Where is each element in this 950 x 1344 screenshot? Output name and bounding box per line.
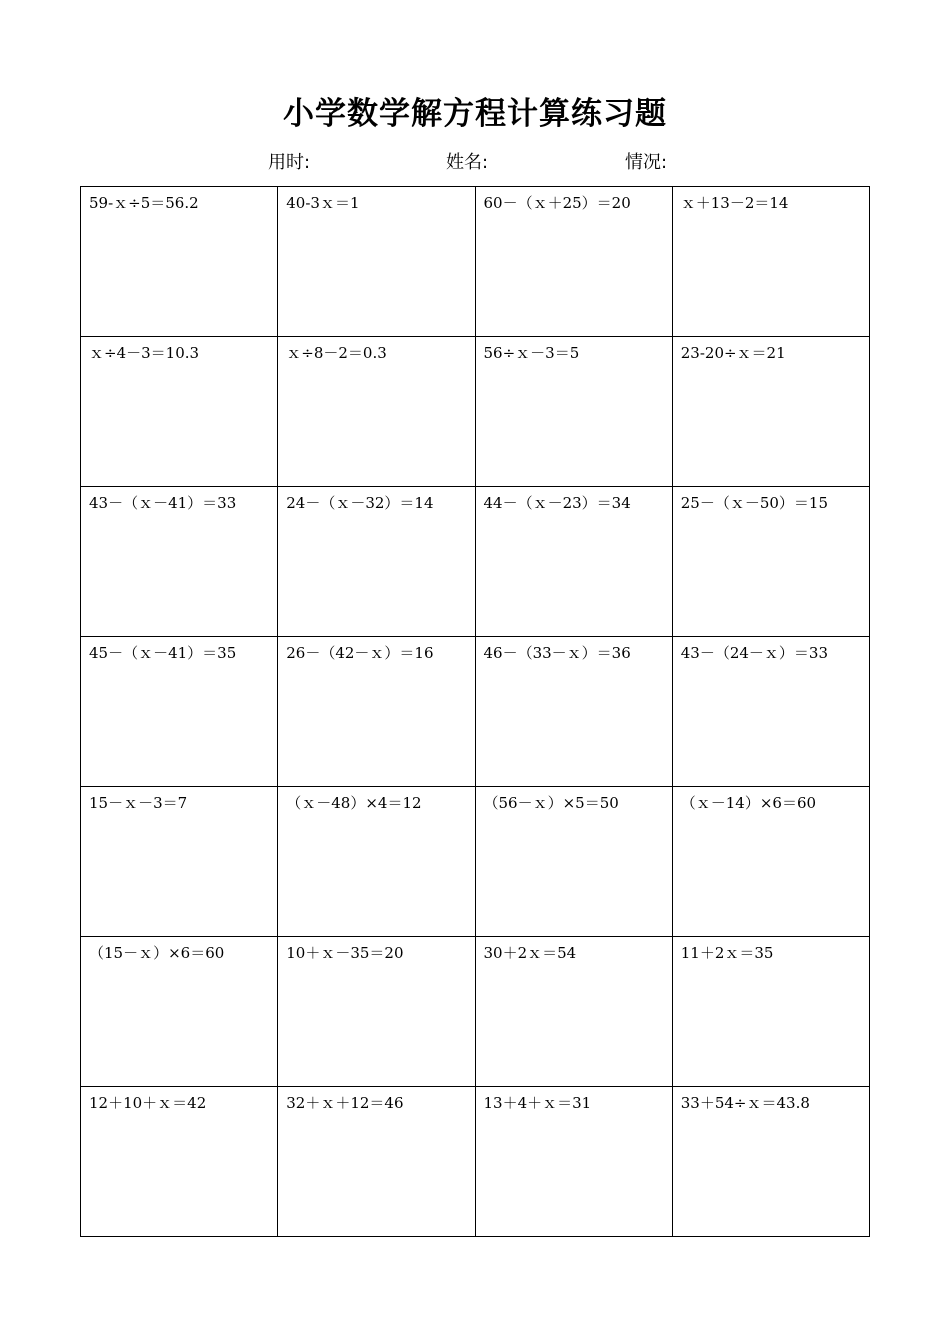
name-label: 姓名:: [446, 152, 489, 173]
problem-cell: ｘ÷8－2＝0.3: [278, 337, 475, 487]
problem-cell: 60－（ｘ＋25）＝20: [475, 187, 672, 337]
worksheet-title: 小学数学解方程计算练习题: [283, 96, 667, 132]
problem-cell: 13＋4＋ｘ＝31: [475, 1087, 672, 1237]
problem-cell: （ｘ－48）×4＝12: [278, 787, 475, 937]
problem-cell: 56÷ｘ－3＝5: [475, 337, 672, 487]
problem-cell: 45－（ｘ－41）＝35: [81, 637, 278, 787]
problem-cell: 43－（24－ｘ）＝33: [672, 637, 869, 787]
problem-cell: 11＋2ｘ＝35: [672, 937, 869, 1087]
problem-cell: 33＋54÷ｘ＝43.8: [672, 1087, 869, 1237]
problem-row: [81, 637, 870, 787]
problem-row: [81, 1087, 870, 1237]
problem-cell: ｘ÷4－3＝10.3: [81, 337, 278, 487]
problem-cell: 12＋10＋ｘ＝42: [81, 1087, 278, 1237]
problem-cell: 59-ｘ÷5＝56.2: [81, 187, 278, 337]
problem-row: [81, 187, 870, 337]
problem-cell: 46－（33－ｘ）＝36: [475, 637, 672, 787]
problem-row: [81, 787, 870, 937]
problem-cell: 23-20÷ｘ＝21: [672, 337, 869, 487]
problem-row: [81, 487, 870, 637]
status-label: 情况:: [625, 152, 668, 173]
problem-grid: [80, 186, 870, 1237]
problem-cell: 40-3ｘ＝1: [278, 187, 475, 337]
problem-row: [81, 337, 870, 487]
problem-cell: 44－（ｘ－23）＝34: [475, 487, 672, 637]
problem-cell: 43－（ｘ－41）＝33: [81, 487, 278, 637]
problem-cell: 26－（42－ｘ）＝16: [278, 637, 475, 787]
problem-cell: （15－ｘ）×6＝60: [81, 937, 278, 1087]
problem-cell: （56－ｘ）×5＝50: [475, 787, 672, 937]
problem-cell: 25－（ｘ－50）＝15: [672, 487, 869, 637]
time-label: 用时:: [268, 152, 311, 173]
problem-cell: （ｘ－14）×6＝60: [672, 787, 869, 937]
problem-cell: 30＋2ｘ＝54: [475, 937, 672, 1087]
problem-cell: 24－（ｘ－32）＝14: [278, 487, 475, 637]
problem-cell: 15－ｘ－3＝7: [81, 787, 278, 937]
problem-cell: 10＋ｘ－35＝20: [278, 937, 475, 1087]
problem-cell: ｘ＋13－2＝14: [672, 187, 869, 337]
problem-cell: 32＋ｘ＋12＝46: [278, 1087, 475, 1237]
problem-row: [81, 937, 870, 1087]
